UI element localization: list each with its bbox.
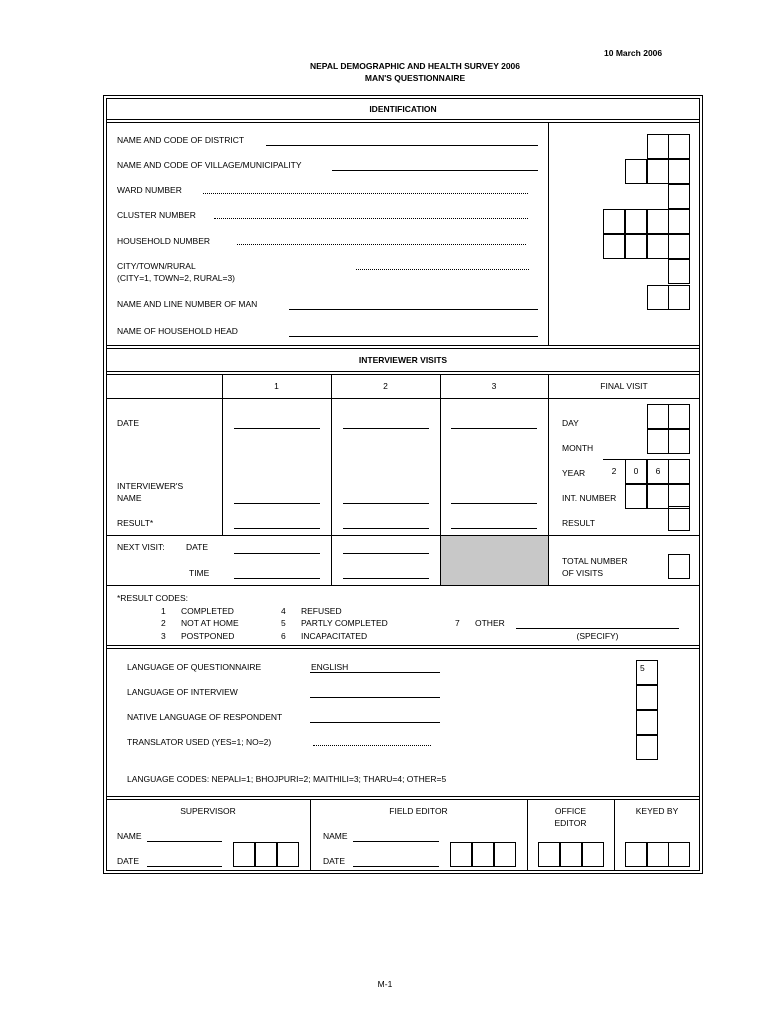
supervisor-date-label: DATE [117,856,140,866]
supervisor-heading: SUPERVISOR [180,806,236,816]
cluster-box[interactable] [647,209,669,234]
code-number: 6 [281,631,286,641]
year-digit-box[interactable]: 6 [647,459,669,484]
code-number: 4 [281,606,286,616]
cluster-box[interactable] [668,209,690,234]
year-digit-box[interactable] [668,459,690,484]
month-box[interactable] [668,429,690,454]
total-visits-label: TOTAL NUMBER [562,556,628,566]
district-label: NAME AND CODE OF DISTRICT [117,135,245,145]
next-visit-label: NEXT VISIT: [117,542,165,552]
questionnaire-title: MAN'S QUESTIONNAIRE [364,73,466,83]
final-visit-header: FINAL VISIT [600,381,648,391]
visit-3-date-line[interactable] [451,428,537,429]
office-editor-box[interactable] [538,842,560,867]
city-town-rural-box[interactable] [668,259,690,284]
language-interview-label: LANGUAGE OF INTERVIEW [127,687,238,697]
man-line[interactable] [289,309,538,310]
questionnaire-language-box[interactable]: 5 [636,660,658,685]
document-date: 10 March 2006 [604,48,663,58]
language-codes: LANGUAGE CODES: NEPALI=1; BHOJPURI=2; MAITHILI=3; THARU=4; OTHER=5 [127,774,447,784]
keyed-by-box[interactable] [625,842,647,867]
year-digit-box: 0 [625,459,647,484]
keyed-by-heading: KEYED BY [635,806,679,816]
cluster-box[interactable] [625,209,647,234]
interview-language-box[interactable] [636,685,658,710]
editor-date-line[interactable] [353,866,439,867]
village-box[interactable] [668,159,690,184]
visit-1-name-line[interactable] [234,503,320,504]
survey-title: NEPAL DEMOGRAPHIC AND HEALTH SURVEY 2006 [309,61,521,71]
native-language-line[interactable] [310,722,440,723]
district-line[interactable] [266,145,538,146]
day-label: DAY [562,418,579,428]
interviewer-name-label: INTERVIEWER'S [117,481,184,491]
supervisor-code-box[interactable] [277,842,299,867]
visit-date-label: DATE [117,418,140,428]
keyed-by-box[interactable] [647,842,669,867]
page-number: M-1 [377,979,393,989]
household-label: HOUSEHOLD NUMBER [117,236,211,246]
ward-box[interactable] [668,184,690,209]
other-specify-line[interactable] [516,628,679,629]
native-language-label: NATIVE LANGUAGE OF RESPONDENT [127,712,283,722]
code-number: 5 [281,618,286,628]
head-label: NAME OF HOUSEHOLD HEAD [117,326,238,336]
shaded-cell [441,536,548,585]
district-box[interactable] [668,134,690,159]
code-not-at-home: NOT AT HOME [181,618,239,628]
interviewer-name-label-2: NAME [117,493,142,503]
month-label: MONTH [562,443,594,453]
next-visit-date-label: DATE [186,542,209,552]
supervisor-date-line[interactable] [147,866,222,867]
final-result-box[interactable] [668,506,690,531]
native-language-box[interactable] [636,710,658,735]
code-partly-completed: PARTLY COMPLETED [301,618,388,628]
int-number-box[interactable] [625,484,647,509]
household-box[interactable] [603,234,625,259]
office-editor-heading: OFFICE [554,806,587,816]
code-number: 2 [161,618,166,628]
code-refused: REFUSED [301,606,342,616]
result-codes-heading: *RESULT CODES: [117,593,189,603]
editor-code-box[interactable] [494,842,516,867]
month-box[interactable] [647,429,669,454]
code-number: 7 [455,618,460,628]
year-digit-box: 2 [603,459,625,484]
editor-date-label: DATE [323,856,346,866]
day-box[interactable] [647,404,669,429]
editor-code-box[interactable] [450,842,472,867]
city-town-rural-label: CITY/TOWN/RURAL [117,261,196,271]
supervisor-code-box[interactable] [233,842,255,867]
code-incapacitated: INCAPACITATED [301,631,368,641]
year-label: YEAR [562,468,586,478]
day-box[interactable] [668,404,690,429]
translator-dots [313,745,431,746]
visit-1-date-line[interactable] [234,428,320,429]
code-completed: COMPLETED [181,606,234,616]
ward-label: WARD NUMBER [117,185,182,195]
cluster-dots [214,218,528,219]
cluster-box[interactable] [603,209,625,234]
visit-3-header: 3 [491,381,497,391]
editor-name-label: NAME [323,831,348,841]
code-number: 1 [161,606,166,616]
district-box[interactable] [647,134,669,159]
visit-2-header: 2 [383,381,388,391]
city-dots [356,269,529,270]
household-dots [237,244,526,245]
identification-heading: IDENTIFICATION [369,104,437,114]
language-interview-line[interactable] [310,697,440,698]
total-visits-label-2: OF VISITS [562,568,604,578]
translator-label: TRANSLATOR USED (YES=1; NO=2) [127,737,272,747]
total-visits-box[interactable] [668,554,690,579]
cluster-label: CLUSTER NUMBER [117,210,196,220]
code-postponed: POSTPONED [181,631,235,641]
supervisor-name-line[interactable] [147,841,222,842]
village-box[interactable] [625,159,647,184]
language-questionnaire-value: ENGLISH [311,662,349,672]
specify-label: (SPECIFY) [576,631,619,641]
language-questionnaire-label: LANGUAGE OF QUESTIONNAIRE [127,662,262,672]
visits-heading: INTERVIEWER VISITS [358,355,448,365]
visit-1-result-line[interactable] [234,528,320,529]
man-line-number-box[interactable] [647,285,669,310]
final-result-label: RESULT [562,518,595,528]
city-codes-label: (CITY=1, TOWN=2, RURAL=3) [117,273,236,283]
ward-dots [203,193,528,194]
next-visit-time-label: TIME [189,568,210,578]
visit-2-next-time-line[interactable] [343,578,429,579]
int-number-box[interactable] [647,484,669,509]
village-box[interactable] [647,159,669,184]
visit-3-name-line[interactable] [451,503,537,504]
man-line-number-box[interactable] [668,285,690,310]
code-other: OTHER [475,618,505,628]
keyed-by-box[interactable] [668,842,690,867]
supervisor-code-box[interactable] [255,842,277,867]
visit-1-next-time-line[interactable] [234,578,320,579]
translator-box[interactable] [636,735,658,760]
village-line[interactable] [332,170,538,171]
visit-result-label: RESULT* [117,518,154,528]
editor-code-box[interactable] [472,842,494,867]
visit-1-next-date-line[interactable] [234,553,320,554]
visit-2-result-line[interactable] [343,528,429,529]
office-editor-box[interactable] [582,842,604,867]
int-number-label: INT. NUMBER [562,493,617,503]
office-editor-heading-2: EDITOR [554,818,587,828]
household-box[interactable] [647,234,669,259]
village-label: NAME AND CODE OF VILLAGE/MUNICIPALITY [117,160,302,170]
man-label: NAME AND LINE NUMBER OF MAN [117,299,258,309]
field-editor-heading: FIELD EDITOR [389,806,448,816]
editor-name-line[interactable] [353,841,439,842]
supervisor-name-label: NAME [117,831,142,841]
visit-1-header: 1 [274,381,279,391]
head-line[interactable] [289,336,538,337]
visit-2-name-line[interactable] [343,503,429,504]
visit-2-next-date-line[interactable] [343,553,429,554]
household-box[interactable] [625,234,647,259]
visit-3-result-line[interactable] [451,528,537,529]
household-box[interactable] [668,234,690,259]
visit-2-date-line[interactable] [343,428,429,429]
office-editor-box[interactable] [560,842,582,867]
code-number: 3 [161,631,166,641]
